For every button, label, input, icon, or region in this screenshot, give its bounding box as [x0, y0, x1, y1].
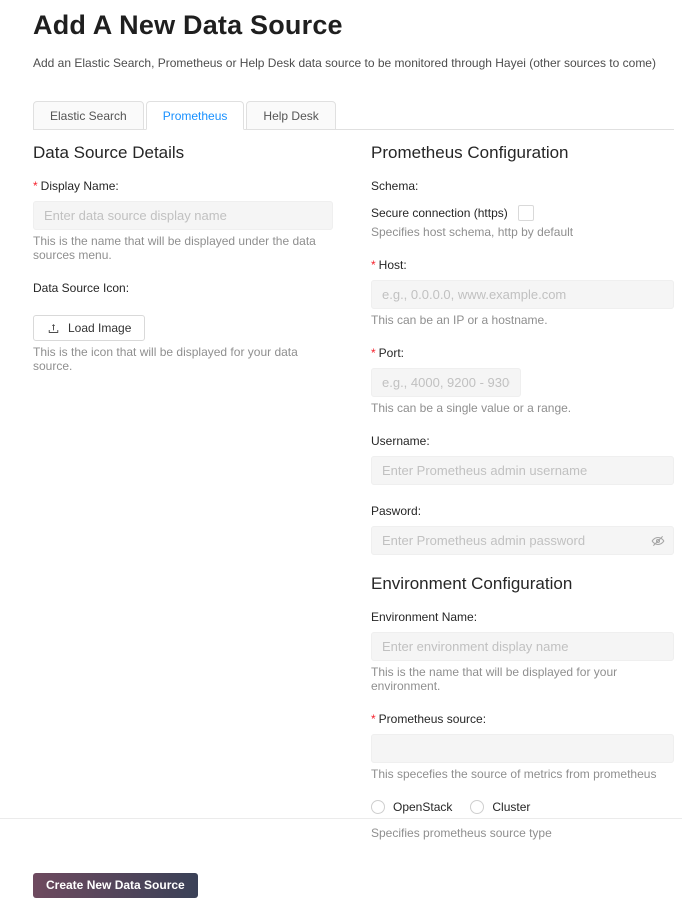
- host-help: This can be an IP or a hostname.: [371, 313, 548, 327]
- port-field: [371, 346, 674, 415]
- radio-cluster[interactable]: [470, 800, 530, 814]
- display-name-field: [33, 179, 333, 262]
- port-label: * Port:: [371, 346, 405, 360]
- tab-bar: [33, 101, 674, 130]
- environment-name-field: [371, 610, 674, 693]
- section-heading-environment-configuration: Environment Configuration: [371, 574, 573, 593]
- required-mark: *: [371, 346, 376, 360]
- prometheus-source-input[interactable]: [371, 734, 674, 763]
- host-label: * Host:: [371, 258, 407, 272]
- secure-connection-checkbox[interactable]: [518, 205, 534, 221]
- section-heading-prometheus-configuration: Prometheus Configuration: [371, 143, 569, 162]
- section-heading-data-source-details: Data Source Details: [33, 143, 185, 162]
- prometheus-source-label: * Prometheus source:: [371, 712, 487, 726]
- environment-name-label: Environment Name:: [371, 610, 478, 624]
- required-mark: *: [33, 179, 38, 193]
- schema-field: [371, 179, 674, 239]
- username-input[interactable]: [371, 456, 674, 485]
- prometheus-source-field: [371, 712, 674, 781]
- secure-connection-label: Secure connection (https): [371, 206, 508, 220]
- tab-help-desk[interactable]: Help Desk: [246, 101, 335, 130]
- password-input[interactable]: [371, 526, 674, 555]
- source-type-radio-group: [371, 800, 674, 814]
- configuration-section: [371, 143, 674, 859]
- username-field: [371, 434, 674, 485]
- username-label: Username:: [371, 434, 430, 448]
- load-image-button-label: Load Image: [68, 321, 132, 335]
- page-bottom-divider: [0, 818, 682, 819]
- display-name-input[interactable]: [33, 201, 333, 230]
- password-field: [371, 504, 674, 555]
- radio-circle-icon: [371, 800, 385, 814]
- page-subtitle: Add an Elastic Search, Prometheus or Help Desk data source to be monitored through Hayei (other sources to come): [33, 56, 656, 70]
- required-mark: *: [371, 712, 376, 726]
- source-type-field: [371, 800, 674, 840]
- load-image-button[interactable]: [33, 315, 145, 341]
- display-name-help: This is the name that will be displayed under the data sources menu.: [33, 234, 316, 262]
- required-mark: *: [371, 258, 376, 272]
- radio-cluster-label: Cluster: [492, 800, 531, 814]
- environment-name-help: This is the name that will be displayed for your environment.: [371, 665, 618, 693]
- environment-name-input[interactable]: [371, 632, 674, 661]
- data-source-icon-help: This is the icon that will be displayed for your data source.: [33, 345, 298, 373]
- eye-invisible-icon[interactable]: [651, 534, 665, 548]
- port-help: This can be a single value or a range.: [371, 401, 572, 415]
- source-type-help: Specifies prometheus source type: [371, 826, 552, 840]
- upload-icon: [47, 322, 60, 335]
- radio-circle-icon: [470, 800, 484, 814]
- radio-openstack-label: OpenStack: [393, 800, 453, 814]
- tab-elastic-search[interactable]: Elastic Search: [33, 101, 144, 130]
- schema-label: Schema:: [371, 179, 419, 193]
- page-title: Add A New Data Source: [33, 10, 343, 40]
- password-label: Pasword:: [371, 504, 422, 518]
- form-columns: [33, 143, 674, 859]
- schema-help: Specifies host schema, http by default: [371, 225, 574, 239]
- prometheus-source-help: This specefies the source of metrics from prometheus: [371, 767, 657, 781]
- host-input[interactable]: [371, 280, 674, 309]
- radio-openstack[interactable]: [371, 800, 452, 814]
- tab-prometheus[interactable]: Prometheus: [146, 101, 245, 130]
- password-input-wrap: [371, 526, 674, 555]
- display-name-label: * Display Name:: [33, 179, 119, 193]
- data-source-details-section: [33, 143, 333, 859]
- form-footer: [33, 873, 674, 898]
- host-field: [371, 258, 674, 327]
- port-input[interactable]: [371, 368, 521, 397]
- secure-connection-row: [371, 205, 674, 221]
- create-new-data-source-button[interactable]: Create New Data Source: [33, 873, 198, 898]
- data-source-icon-label: Data Source Icon:: [33, 281, 130, 295]
